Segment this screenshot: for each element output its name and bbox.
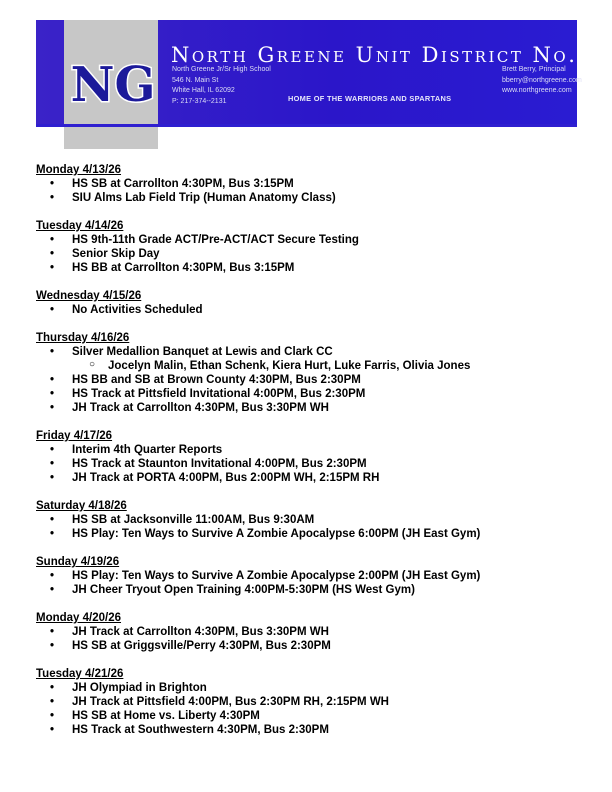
event-text: HS Play: Ten Ways to Survive A Zombie Apocalypse 6:00PM (JH East Gym) <box>72 528 481 540</box>
list-item <box>36 303 586 317</box>
event-text: JH Track at Pittsfield 4:00PM, Bus 2:30PM RH, 2:15PM WH <box>72 696 389 708</box>
bullet-icon: • <box>50 248 55 260</box>
bullet-icon: • <box>50 458 55 470</box>
event-text: Jocelyn Malin, Ethan Schenk, Kiera Hurt, Luke Farris, Olivia Jones <box>108 360 471 372</box>
day-block <box>36 611 586 653</box>
school-line: 546 N. Main St <box>172 76 219 84</box>
day-heading: Friday 4/17/26 <box>36 430 113 442</box>
svg-text:NG: NG <box>70 57 156 113</box>
event-text: HS SB at Griggsville/Perry 4:30PM, Bus 2:30PM <box>72 640 331 652</box>
event-text: HS SB at Carrollton 4:30PM, Bus 3:15PM <box>72 178 294 190</box>
list-item <box>36 443 586 457</box>
day-block <box>36 499 586 541</box>
list-item <box>36 233 586 247</box>
list-sub-item <box>36 359 586 373</box>
list-item <box>36 345 586 359</box>
event-text: JH Olympiad in Brighton <box>72 682 207 694</box>
list-item <box>36 457 586 471</box>
bullet-icon: • <box>50 584 55 596</box>
list-item <box>36 709 586 723</box>
bullet-icon: • <box>50 346 55 358</box>
school-line: North Greene Jr/Sr High School <box>172 66 271 73</box>
event-text: HS Track at Southwestern 4:30PM, Bus 2:30PM <box>72 724 329 736</box>
day-block <box>36 667 586 737</box>
event-text: HS SB at Jacksonville 11:00AM, Bus 9:30AM <box>72 514 315 526</box>
principal-line: Brett Berry, Principal <box>502 66 566 73</box>
list-item <box>36 373 586 387</box>
event-text: SIU Alms Lab Field Trip (Human Anatomy Class) <box>72 192 336 204</box>
list-item <box>36 177 586 191</box>
bullet-icon: • <box>50 626 55 638</box>
day-heading: Saturday 4/18/26 <box>36 500 127 512</box>
day-heading: Tuesday 4/21/26 <box>36 668 124 680</box>
bullet-icon: • <box>50 682 55 694</box>
day-block <box>36 219 586 275</box>
bullet-icon: • <box>50 710 55 722</box>
day-heading: Thursday 4/16/26 <box>36 332 130 344</box>
bullet-icon: • <box>50 514 55 526</box>
event-text: HS 9th-11th Grade ACT/Pre-ACT/ACT Secure Testing <box>72 234 359 246</box>
school-line: White Hall, IL 62092 <box>172 87 235 95</box>
list-item <box>36 261 586 275</box>
list-item <box>36 513 586 527</box>
event-text: Interim 4th Quarter Reports <box>72 444 223 456</box>
ng-logo-icon <box>66 53 160 113</box>
day-heading: Monday 4/13/26 <box>36 164 122 176</box>
bullet-icon: • <box>50 444 55 456</box>
bullet-icon: • <box>50 528 55 540</box>
list-item <box>36 723 586 737</box>
bullet-icon: • <box>50 304 55 316</box>
event-text: HS Track at Pittsfield Invitational 4:00PM, Bus 2:30PM <box>72 388 366 400</box>
bullet-icon: • <box>50 234 55 246</box>
event-text: No Activities Scheduled <box>72 304 203 316</box>
principal-contact <box>502 65 582 97</box>
day-heading: Tuesday 4/14/26 <box>36 220 124 232</box>
list-item <box>36 569 586 583</box>
school-contact <box>172 65 271 107</box>
day-block <box>36 331 586 415</box>
list-item <box>36 401 586 415</box>
school-motto: HOME OF THE WARRIORS AND SPARTANS <box>288 94 452 103</box>
principal-line: bberry@northgreene.com <box>502 76 582 84</box>
activity-schedule <box>36 163 586 751</box>
day-heading: Wednesday 4/15/26 <box>36 290 142 302</box>
list-item <box>36 639 586 653</box>
event-text: HS SB at Home vs. Liberty 4:30PM <box>72 710 260 722</box>
day-block <box>36 289 586 317</box>
bullet-icon: • <box>50 570 55 582</box>
principal-line: www.northgreene.com <box>502 87 572 95</box>
event-text: JH Track at PORTA 4:00PM, Bus 2:00PM WH, 2:15PM RH <box>72 472 380 484</box>
bullet-icon: • <box>50 402 55 414</box>
list-item <box>36 681 586 695</box>
event-text: JH Track at Carrollton 4:30PM, Bus 3:30PM WH <box>72 402 329 414</box>
event-text: Senior Skip Day <box>72 248 160 260</box>
circle-bullet-icon: ○ <box>89 359 96 370</box>
event-text: HS Track at Staunton Invitational 4:00PM, Bus 2:30PM <box>72 458 367 470</box>
day-heading: Monday 4/20/26 <box>36 612 122 624</box>
bullet-icon: • <box>50 640 55 652</box>
day-block <box>36 163 586 205</box>
list-item <box>36 583 586 597</box>
event-text: HS Play: Ten Ways to Survive A Zombie Apocalypse 2:00PM (JH East Gym) <box>72 570 481 582</box>
event-text: HS BB at Carrollton 4:30PM, Bus 3:15PM <box>72 262 295 274</box>
bullet-icon: • <box>50 724 55 736</box>
event-text: Silver Medallion Banquet at Lewis and Clark CC <box>72 346 333 358</box>
bullet-icon: • <box>50 262 55 274</box>
list-item <box>36 471 586 485</box>
bullet-icon: • <box>50 178 55 190</box>
event-text: JH Cheer Tryout Open Training 4:00PM-5:30PM (HS West Gym) <box>72 584 415 596</box>
bullet-icon: • <box>50 388 55 400</box>
list-item <box>36 625 586 639</box>
list-item <box>36 191 586 205</box>
bullet-icon: • <box>50 472 55 484</box>
list-item <box>36 527 586 541</box>
list-item <box>36 247 586 261</box>
letterhead-banner <box>36 20 603 124</box>
school-line: P: 217-374--2131 <box>172 97 227 105</box>
header-divider <box>36 124 577 127</box>
list-item <box>36 387 586 401</box>
bullet-icon: • <box>50 696 55 708</box>
day-block <box>36 555 586 597</box>
bullet-icon: • <box>50 374 55 386</box>
day-block <box>36 429 586 485</box>
district-name: North Greene Unit District No. 3 <box>171 43 603 67</box>
day-heading: Sunday 4/19/26 <box>36 556 120 568</box>
event-text: JH Track at Carrollton 4:30PM, Bus 3:30PM WH <box>72 626 329 638</box>
event-text: HS BB and SB at Brown County 4:30PM, Bus 2:30PM <box>72 374 361 386</box>
list-item <box>36 695 586 709</box>
bullet-icon: • <box>50 192 55 204</box>
